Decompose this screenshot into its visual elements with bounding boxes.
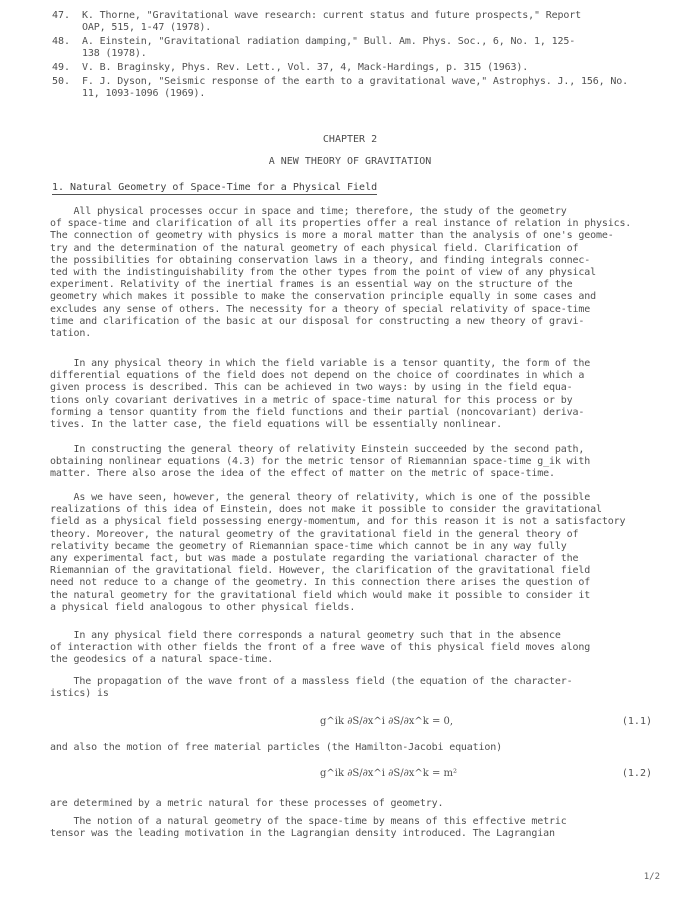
closing-line: are determined by a metric natural for these processes of geometry. bbox=[50, 798, 444, 809]
paragraph-line: of space-time and clarification of all its properties offer a real instance of relation in physics. bbox=[50, 218, 632, 230]
paragraph-line: tives. In the latter case, the field equations will be essentially nonlinear. bbox=[50, 419, 503, 430]
paragraph-line: the natural geometry for the gravitational field which would make it possible to consider it bbox=[50, 589, 591, 601]
closing-line: tensor was the leading motivation in the Lagrangian density introduced. The Lagrangian bbox=[50, 828, 555, 839]
paragraph-line: All physical processes occur in space and time; therefore, the study of the geometry bbox=[50, 206, 567, 217]
paragraph-line: forming a tensor quantity from the field functions and their partial (noncovariant) deriva- bbox=[50, 406, 585, 418]
paragraph-line: any experimental fact, but was made a postulate regarding the variational character of the bbox=[50, 553, 579, 564]
reference-text: 11, 1093-1096 (1969). bbox=[82, 88, 206, 99]
paragraph-line: realizations of this idea of Einstein, does not make it possible to consider the gravitational bbox=[50, 504, 602, 516]
paragraph-line: Riemannian of the gravitational field. However, the clarification of the gravitational field bbox=[50, 565, 591, 577]
reference-text: F. J. Dyson, "Seismic response of the earth to a gravitational wave," Astrophys. J., 156, No. bbox=[82, 76, 628, 87]
reference-number: 48. bbox=[52, 36, 71, 47]
paragraph-line: field as a physical field possessing energy-momentum, and for this reason it is not a satisfactory bbox=[50, 516, 626, 528]
page-number: 1/2 bbox=[643, 872, 660, 882]
paragraph-line: relativity became the geometry of Riemannian space-time which cannot be in any way fully bbox=[50, 540, 567, 552]
paragraph-line: In constructing the general theory of relativity Einstein succeeded by the second path, bbox=[50, 444, 585, 455]
paragraph-line: geometry which makes it possible to make the conservation principle equally in some cases and bbox=[50, 291, 596, 303]
paragraph-line: a physical field analogous to other physical fields. bbox=[50, 601, 356, 613]
paragraph-line: tions only covariant derivatives in a metric of space-time natural for this process or by bbox=[50, 394, 573, 406]
paragraph-line: given process is described. This can be achieved in two ways: by using in the field equa- bbox=[50, 382, 573, 394]
paragraph-line: tation. bbox=[50, 328, 92, 339]
reference-text: K. Thorne, "Gravitational wave research: current status and future prospects," Report bbox=[82, 10, 581, 21]
paragraph-line: time and clarification of the basic at our disposal for constructing a new theory of gravi- bbox=[50, 315, 585, 327]
paragraph-line: try and the determination of the natural geometry of each physical field. Clarification of bbox=[50, 242, 579, 254]
paragraph-line: the possibilities for obtaining conservation laws in a theory, and finding integrals connec- bbox=[50, 254, 591, 266]
chapter-heading: CHAPTER 2 bbox=[322, 134, 378, 145]
reference-text: OAP, 515, 1-47 (1978). bbox=[82, 22, 212, 33]
section-title: 1. Natural Geometry of Space-Time for a Physical Field bbox=[52, 182, 378, 193]
closing-line: The notion of a natural geometry of the space-time by means of this effective metric bbox=[50, 816, 567, 827]
paragraph-line: As we have seen, however, the general theory of relativity, which is one of the possible bbox=[50, 492, 591, 503]
between-equations-text: and also the motion of free material particles (the Hamilton-Jacobi equation) bbox=[50, 742, 503, 753]
paragraph-line: The propagation of the wave front of a massless field (the equation of the character- bbox=[50, 676, 573, 687]
paragraph-line: experiment. Relativity of the inertial frames is an essential way on the structure of the bbox=[50, 279, 573, 291]
reference-number: 47. bbox=[52, 10, 71, 21]
equation-2: g^ik ∂S/∂x^i ∂S/∂x^k = m² bbox=[320, 768, 458, 779]
reference-text: 138 (1978). bbox=[82, 48, 147, 59]
reference-text: A. Einstein, "Gravitational radiation damping," Bull. Am. Phys. Soc., 6, No. 1, 125- bbox=[82, 36, 576, 47]
paragraph-line: matter. There also arose the idea of the effect of matter on the metric of space-time. bbox=[50, 468, 555, 480]
paragraph-line: In any physical theory in which the field variable is a tensor quantity, the form of the bbox=[50, 358, 591, 369]
paragraph-line: ted with the indistinguishability from the other types from the point of view of any physical bbox=[50, 267, 596, 278]
equation-1: g^ik ∂S/∂x^i ∂S/∂x^k = 0, bbox=[320, 716, 454, 727]
reference-number: 50. bbox=[52, 76, 71, 87]
reference-number: 49. bbox=[52, 62, 71, 73]
paragraph-line: The connection of geometry with physics is more a moral matter than the analysis of one's geome- bbox=[50, 230, 614, 242]
paragraph-line: of interaction with other fields the front of a free wave of this physical field moves along bbox=[50, 642, 591, 654]
paragraph-line: excludes any sense of others. The necessity for a theory of special relativity of space-time bbox=[50, 303, 591, 315]
paragraph-line: differential equations of the field does not depend on the choice of coordinates in which a bbox=[50, 370, 585, 382]
paragraph-line: theory. Moreover, the natural geometry of the gravitational field in the general theory of bbox=[50, 528, 579, 540]
paragraph-line: istics) is bbox=[50, 688, 109, 700]
equation-2-number: (1.2) bbox=[621, 768, 652, 779]
equation-1-number: (1.1) bbox=[621, 716, 652, 727]
paragraph-line: the geodesics of a natural space-time. bbox=[50, 654, 274, 666]
paragraph-line: obtaining nonlinear equations (4.3) for the metric tensor of Riemannian space-time g_ik with bbox=[50, 456, 591, 468]
paragraph-line: In any physical field there corresponds a natural geometry such that in the absence bbox=[50, 630, 561, 641]
chapter-title: A NEW THEORY OF GRAVITATION bbox=[268, 156, 432, 167]
reference-text: V. B. Braginsky, Phys. Rev. Lett., Vol. 37, 4, Mack-Hardings, p. 315 (1963). bbox=[82, 62, 529, 73]
paragraph-line: need not reduce to a change of the geometry. In this connection there arises the question of bbox=[50, 577, 591, 589]
